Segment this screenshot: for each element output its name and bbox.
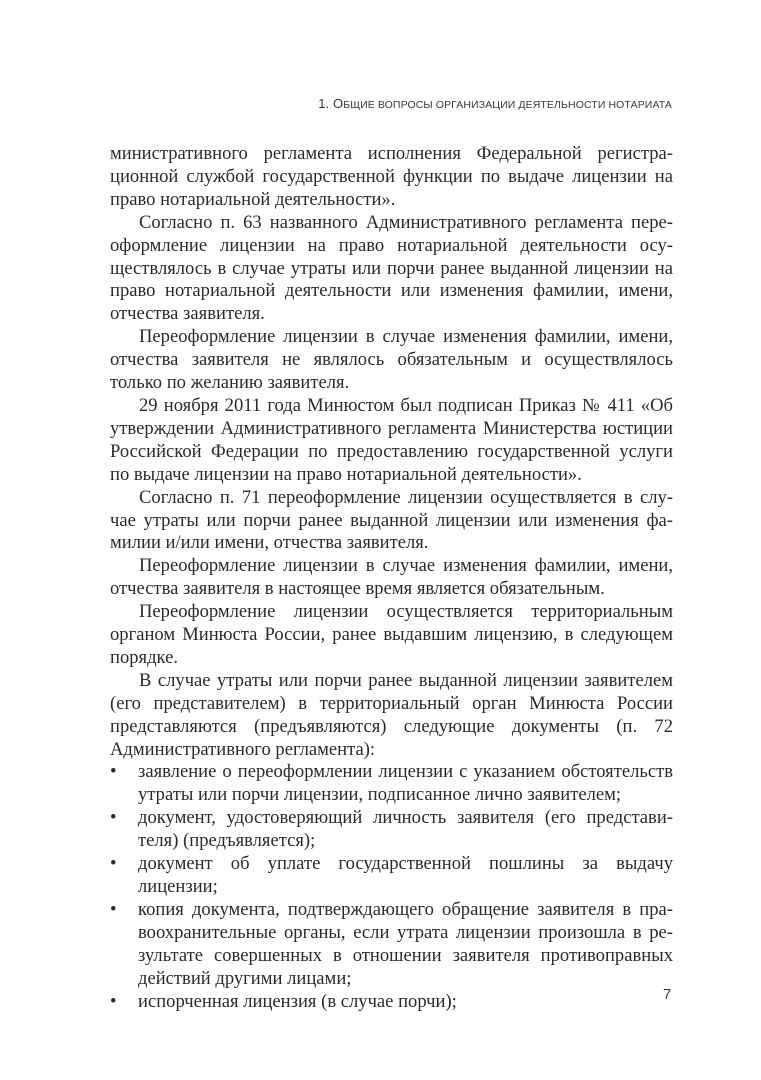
list-item-text: документ, удостоверяющий личность заявителя (его представителя) (предъявляется); xyxy=(138,807,673,852)
paragraph: Переоформление лицензии осуществляется территориальным органом Минюста России, ранее выдавшим лицензию, в следующем порядке. xyxy=(110,601,673,668)
paragraph: Переоформление лицензии в случае изменения фамилии, имени, отчества заявителя в настоящее время является обязательным. xyxy=(110,555,673,600)
list-item xyxy=(110,761,673,807)
bullet-icon: • xyxy=(110,807,117,829)
bullet-icon: • xyxy=(110,761,117,783)
list-item xyxy=(110,991,673,1014)
paragraph: Переоформление лицензии в случае изменения фамилии, имени, отчества заявителя не являлось обязательным и осуществлялось только по желанию заявителя. xyxy=(110,326,673,394)
chapter-title-initial: О xyxy=(332,96,344,111)
bullet-icon: • xyxy=(110,898,117,920)
list-item xyxy=(110,807,673,853)
list-item-text: копия документа, подтверждающего обращение заявителя в правоохранительные органы, если утрата лицензии произошла в результате совершенных в отношении заявителя противоправных действий другими лицами; xyxy=(138,898,673,989)
paragraph: Согласно п. 71 переоформление лицензии осуществляется в случае утраты или порчи ранее выданной лицензии или изменения фамилии и/или имени, отчества заявителя. xyxy=(110,486,673,554)
list-item xyxy=(110,899,673,991)
list-item-text: испорченная лицензия (в случае порчи); xyxy=(138,990,457,1012)
paragraph: 29 ноября 2011 года Минюстом был подписан Приказ № 411 «Об утверждении Административного регламента Министерства юстиции Российской Федерации по предоставлению государственной услуги по выдаче лицензии на право нотариальной деятельности». xyxy=(110,394,673,485)
document-list xyxy=(110,761,673,1013)
running-head xyxy=(318,96,672,111)
bullet-icon: • xyxy=(110,990,117,1012)
paragraph: Согласно п. 63 названного Административного регламента переоформление лицензии на право нотариальной деятельности осуществлялось в случае утраты или порчи ранее выданной лицензии на право нотариальной деятельности или изменения фамилии, имени, отчества заявителя. xyxy=(110,211,673,325)
page-number: 7 xyxy=(663,986,672,1003)
list-item xyxy=(110,853,673,899)
list-item-text: заявление о переоформлении лицензии с указанием обстоятельств утраты или порчи лицензии, подписанное лично заявителем; xyxy=(138,761,673,806)
paragraph: В случае утраты или порчи ранее выданной лицензии заявителем (его представителем) в территориальный орган Минюста России представляются (предъявляются) следующие документы (п. 72 Административного регламента): xyxy=(110,669,673,760)
bullet-icon: • xyxy=(110,853,117,875)
list-item-text: документ об уплате государственной пошлины за выдачу лицензии; xyxy=(138,853,673,897)
chapter-title-rest: БЩИЕ ВОПРОСЫ ОРГАНИЗАЦИИ ДЕЯТЕЛЬНОСТИ НОТАРИАТА xyxy=(343,99,672,111)
paragraph-continuation: министративного регламента исполнения Федеральной регистрационной службой государственной функции по выдаче лицензии на право нотариальной деятельности». xyxy=(110,143,673,210)
chapter-number: 1. xyxy=(318,96,330,111)
body-text xyxy=(110,143,673,1013)
